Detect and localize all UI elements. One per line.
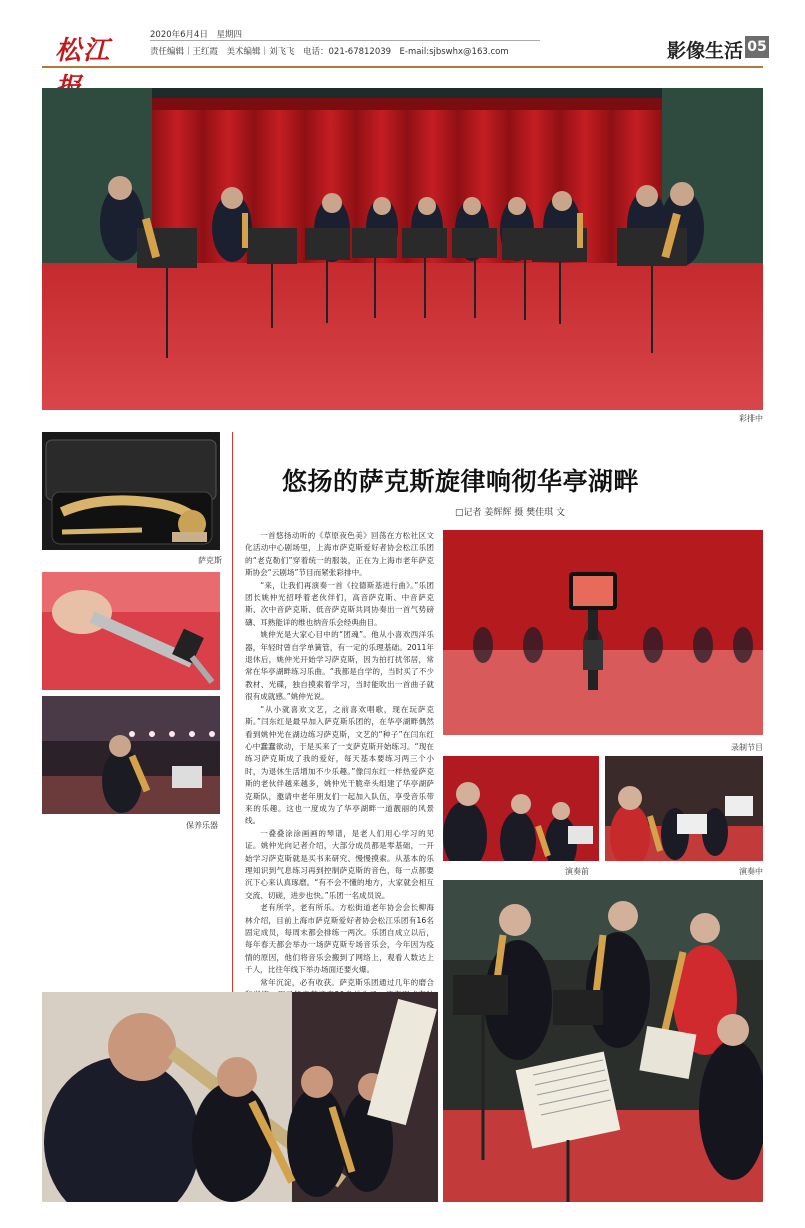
article-paragraph: 常年沉淀，必有收获。萨克斯乐团通过几年的磨合: [260, 977, 434, 987]
saxophonist-closeup-photo: [42, 992, 438, 1202]
instrument-care-photo: [42, 696, 220, 814]
article-paragraph: 老有所学，老有所乐。方松街道老年协会会长柳海林介绍，目前上海市萨克斯爱好者协会松江乐团有16名固定成员，每周末都会排练一两次。乐团自成立以后，每年春天都会举办一场萨克斯专场音乐会，今年因为疫情的原因，他们将音乐会搬到了网络上，观看人数达上千人，比往年线下举办场面还要火爆。: [245, 903, 434, 975]
caption-cleaning: 保养乐器: [186, 821, 218, 830]
before-show-photo: [443, 756, 599, 861]
during-show-photo: [605, 756, 763, 861]
meta-divider: [150, 40, 540, 41]
caption-during-show: 演奏中: [739, 867, 763, 876]
article-headline: 悠扬的萨克斯旋律响彻华亭湖畔: [282, 467, 640, 496]
caption-recording: 录制节目: [731, 743, 763, 752]
newspaper-logo: 松江: [55, 36, 112, 66]
cleaning-detail-photo: [42, 572, 220, 690]
masthead-rule: [42, 66, 763, 68]
article-byline: □记者 姜辉辉 摄 樊佳琪 文: [455, 508, 565, 518]
caption-rehearsal: 彩排中: [739, 414, 763, 423]
article-paragraph: “来，让我们再演奏一首《拉德斯基进行曲》。”乐团团长姚仲光招呼着老伙伴们，高音萨克斯、中音萨克斯、次中音萨克斯、低音萨克斯共同协奏出一首气势磅礴、耳熟能详的维也纳音乐会经典曲目。: [245, 580, 434, 627]
sax-case-photo: [42, 432, 220, 550]
editor-line: 责任编辑｜王红霞 美术编辑｜刘飞飞 电话：021-67812039 E-mail:sjbswhx@163.com: [150, 47, 509, 57]
article-paragraph: 一叠叠涂涂画画的琴谱，是老人们用心学习的见证。姚仲光向记者介绍，大部分成员都是零基础，一开始学习萨克斯就是买书来研究、慢慢摸索。从基本的乐理知识到气息练习再到控制萨克斯的音色，每一点都要沉下心来认真琢磨。“有不会不懂的地方，大家就会相互交流、切磋，进步也快。”乐团一名成员说。: [245, 828, 434, 900]
caption-sax-case: 萨克斯: [198, 556, 222, 565]
article-paragraph: 姚仲光是大家心目中的“团魂”。他从小喜欢西洋乐器，年轻时曾自学单簧管，有一定的乐理基础。2011年退休后，姚仲光开始学习萨克斯，因为拍打扰邻居，常常在华亭湖畔练习乐曲。“我都是自学的，当时买了不少教材、光碟，独自摸索着学习，当时能吹出一首曲子就很有成就感。”姚仲光说。: [245, 630, 434, 702]
article-body: [245, 530, 434, 1039]
section-title: 影像生活: [666, 40, 743, 62]
rehearsal-photo: [42, 88, 763, 410]
article-paragraph: “从小就喜欢文艺，之前喜欢唱歌，现在玩萨克斯。”闫东红是最早加入萨克斯乐团的，在华亭湖畔偶然看到姚仲光在湖边练习萨克斯，文艺的“种子”在闫东红心中蠢蠢欲动，于是买来了一支萨克斯开始练习。“现在练习萨克斯成了我的爱好，每天基本要练习两三个小时，为退休生活增加不少乐趣。”像闫东红一样热爱萨克斯的老伙伴越来越多，姚仲光干脆牵头组建了华亭湖萨克斯队，邀请中老年朋友们一起加入队伍，享受音乐带来的乐趣。这也一度成为了华亭湖畔一道靓丽的风景线。: [245, 704, 434, 826]
page-number: 05: [745, 36, 769, 58]
article-paragraph: 一首悠扬动听的《草原夜色美》回荡在方松社区文化活动中心剧场里，上海市萨克斯爱好者协会松江乐团的“老克勒们”穿着统一的服装，正在为上海市老年萨克斯协会“云剧场”节目而紧张彩排中。: [245, 531, 434, 578]
caption-before-show: 演奏前: [565, 867, 589, 876]
recording-photo: [443, 530, 763, 735]
issue-date: 2020年6月4日 星期四: [150, 30, 242, 40]
column-divider: [232, 432, 233, 992]
ensemble-closeup-photo: [443, 880, 763, 1202]
